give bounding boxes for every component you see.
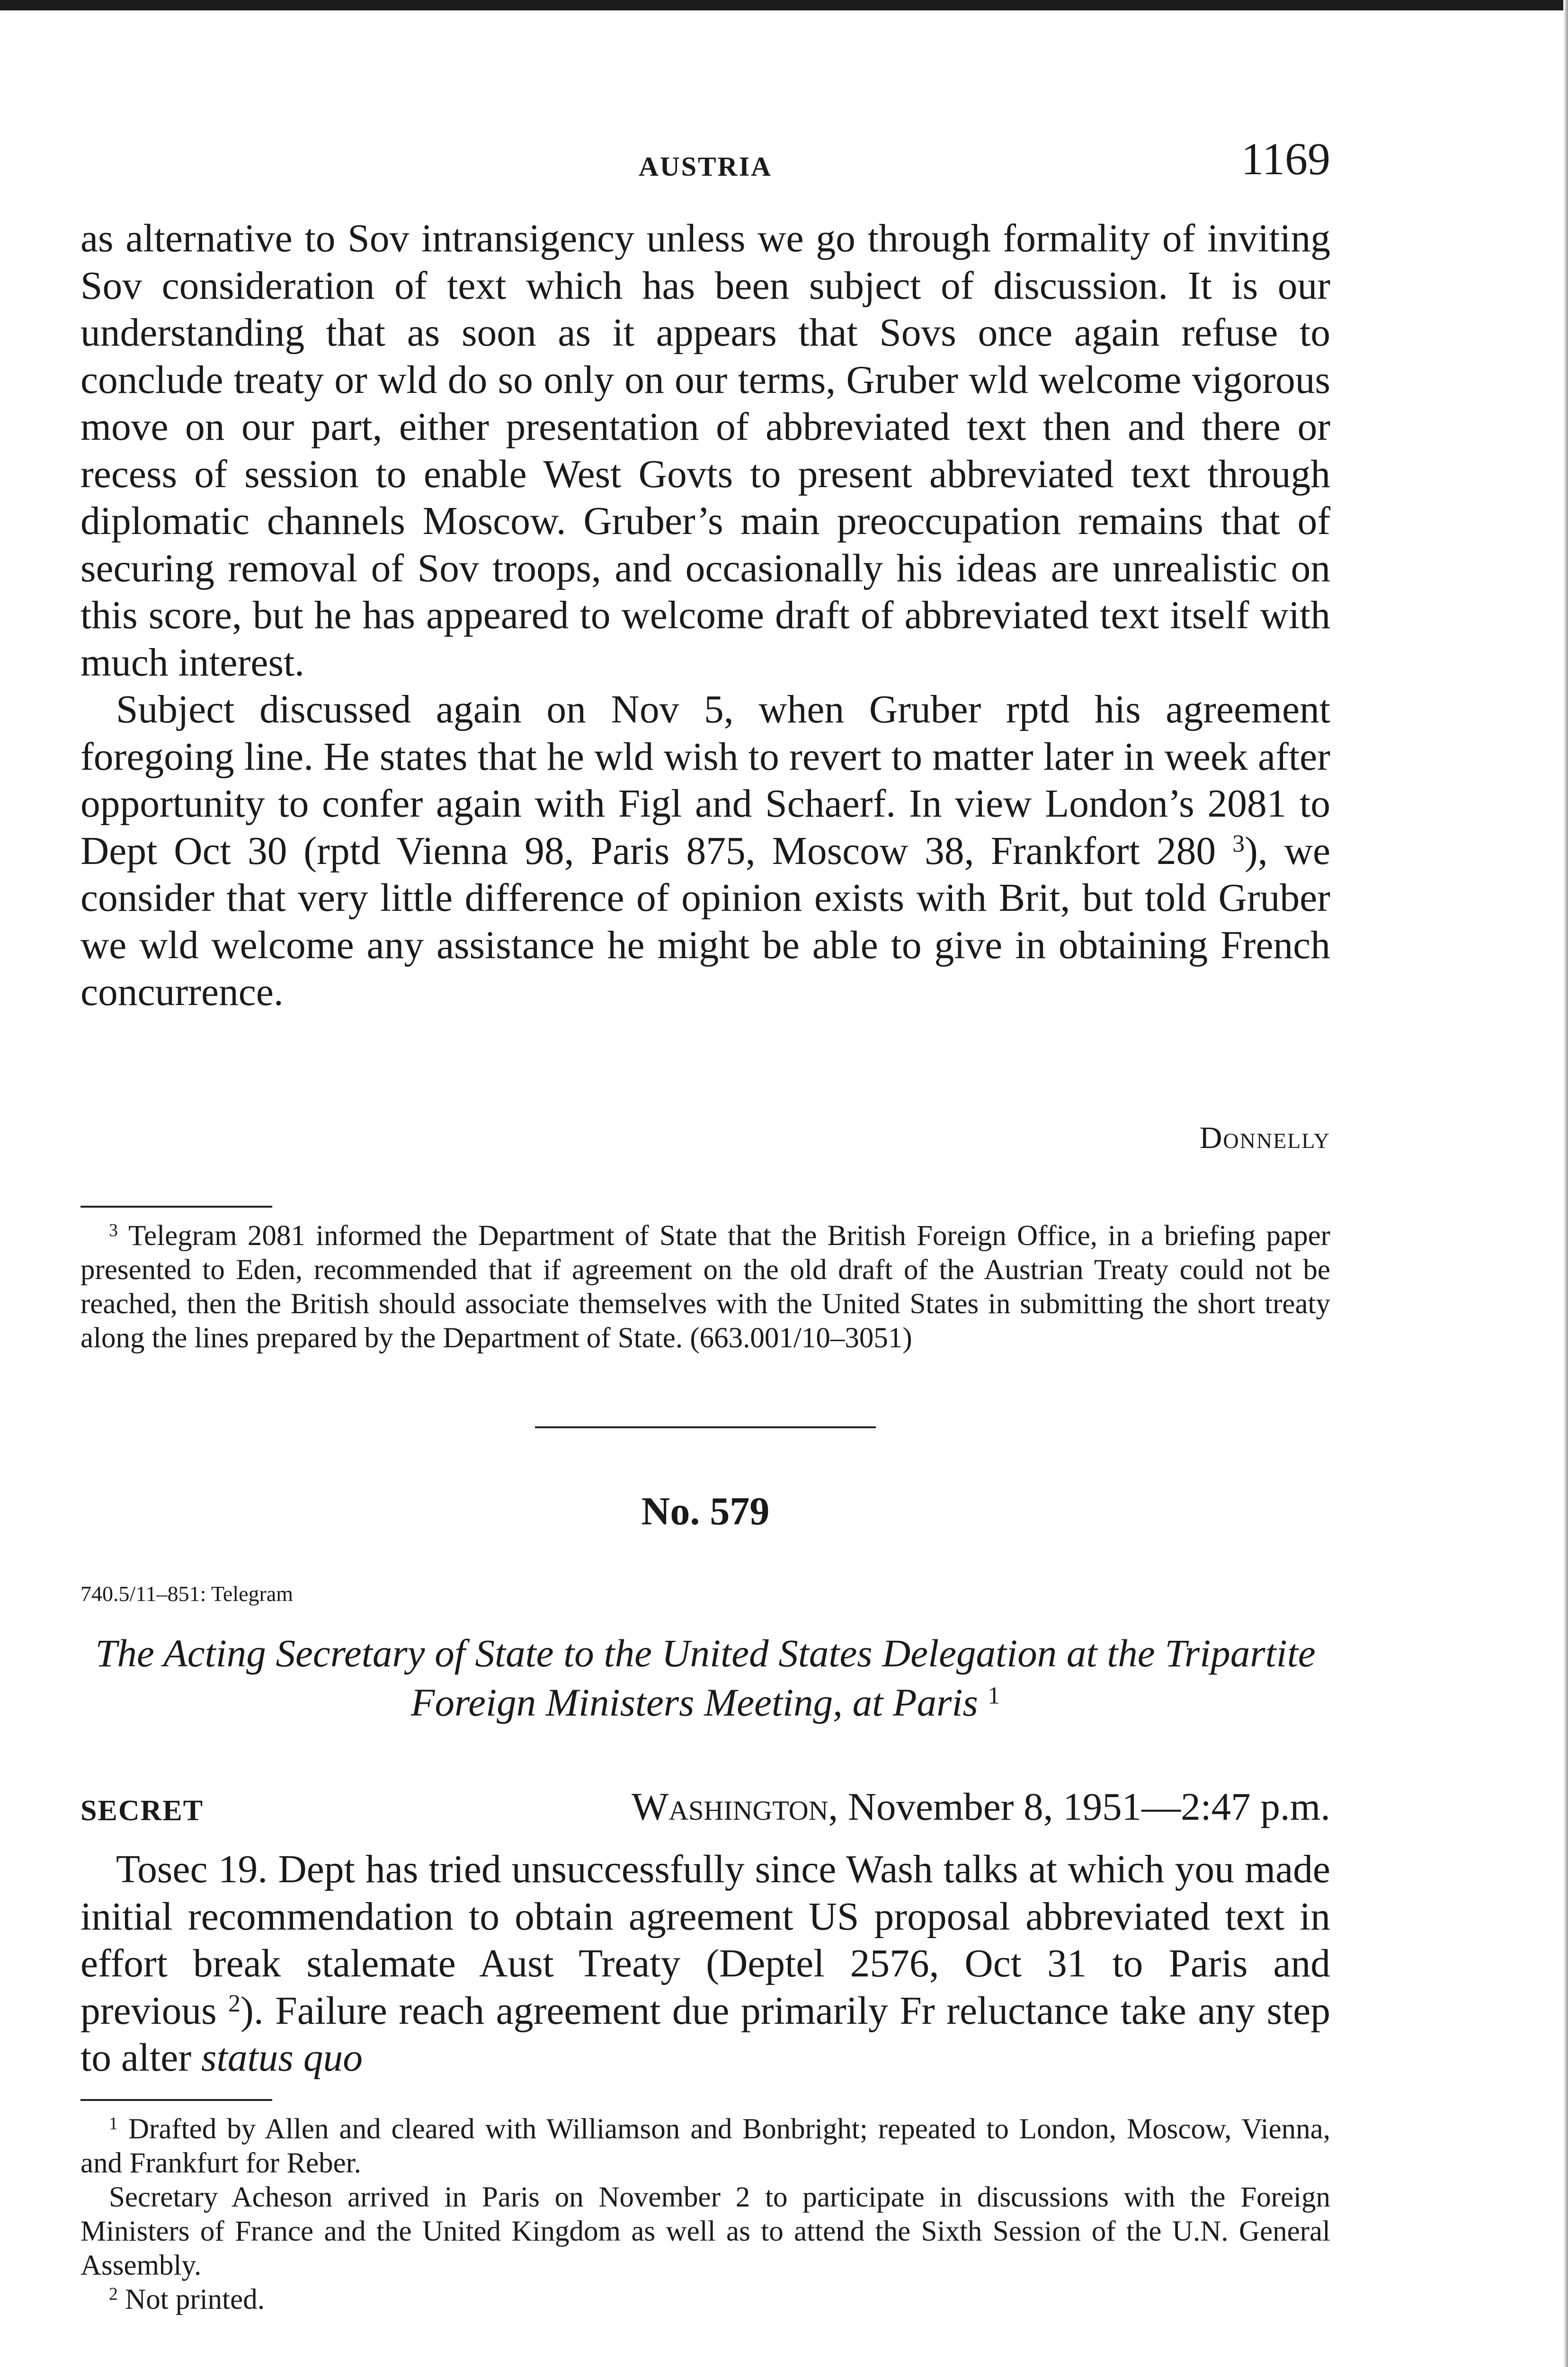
document-number: No. 579 bbox=[641, 1489, 770, 1533]
footnote-text: Not printed. bbox=[125, 2284, 265, 2315]
document-title-text: The Acting Secretary of State to the United States Delegation at the Tripartite Foreign Ministers Meeting, at Paris bbox=[95, 1631, 1316, 1724]
place: Washington, bbox=[631, 1785, 838, 1828]
footnote-ref: 3 bbox=[1232, 830, 1245, 857]
continued-text bbox=[80, 215, 1330, 1016]
footnotes-section-2 bbox=[80, 2112, 1330, 2317]
document-title bbox=[80, 1628, 1330, 1727]
footnote-marker: 2 bbox=[109, 2284, 118, 2305]
page-number: 1169 bbox=[1241, 133, 1330, 184]
footnote-text: Drafted by Allen and cleared with Williamson and Bonbright; repeated to London, Moscow, Vienna, and Frankfurt for Reber. bbox=[80, 2113, 1331, 2179]
date-time: November 8, 1951—2:47 p.m. bbox=[848, 1785, 1330, 1828]
paragraph-text: Subject discussed again on Nov 5, when Gruber rptd his agreement foregoing line. He states that he wld wish to revert to matter later in week after opportunity to confer again with Figl and Schaerf. In view London’s 2081 to Dept Oct 30 (rptd Vienna 98, Paris 875, Moscow 38, Frankfort 280 bbox=[80, 688, 1330, 873]
paragraph-text-continued: ). Failure reach agreement due primarily Fr reluctance take any step to alter bbox=[80, 1989, 1331, 2080]
footnote-marker: 3 bbox=[109, 1220, 118, 1241]
footnote-2 bbox=[80, 2283, 1330, 2317]
footnote-rule bbox=[80, 2099, 272, 2101]
file-reference: 740.5/11–851: Telegram bbox=[80, 1582, 294, 1606]
paragraph-subject-discussed bbox=[80, 686, 1330, 1016]
date-and-place bbox=[632, 1784, 1330, 1829]
footnote-rule bbox=[80, 1206, 272, 1208]
footnote-3 bbox=[80, 1219, 1330, 1355]
footnote-marker: 1 bbox=[109, 2114, 118, 2134]
running-title: AUSTRIA bbox=[638, 151, 773, 182]
scan-top-edge bbox=[0, 0, 1568, 10]
footnote-text: Secretary Acheson arrived in Paris on November 2 to participate in discussions with the Foreign Ministers of France and the United Kingdom as well as to attend the Sixth Session of the U.N. General Assembly. bbox=[80, 2181, 1330, 2281]
dateline bbox=[80, 1784, 1330, 1826]
signature: Donnelly bbox=[1199, 1121, 1330, 1155]
italic-term: status quo bbox=[201, 2036, 363, 2080]
paragraph-text-end: ), we consider that very little difference of opinion exists with Brit, but told Gruber we wld welcome any assistance he might be able to give in obtaining French concurrence. bbox=[80, 829, 1331, 1014]
footnote-ref: 1 bbox=[988, 1682, 1000, 1709]
footnote-1-continued bbox=[80, 2180, 1330, 2283]
running-head bbox=[80, 133, 1330, 189]
footnote-1 bbox=[80, 2112, 1330, 2180]
paragraph-text: Tosec 19. Dept has tried unsuccessfully since Wash talks at which you made initial recommendation to obtain agreement US proposal abbreviated text in effort break stalemate Aust Treaty (Deptel 2576, Oct 31 to Paris and previous bbox=[80, 1848, 1330, 2033]
footnotes-section-1 bbox=[80, 1219, 1330, 1355]
paragraph-tosec-19 bbox=[80, 1846, 1330, 2082]
paragraph-continued: as alternative to Sov intransigency unless we go through formality of inviting Sov consideration of text which has been subject of discussion. It is our understanding that as soon as it appears that Sovs once again refuse to conclude treaty or wld do so only on our terms, Gruber wld welcome vigorous move on our part, either presentation of abbreviated text then and there or recess of session to enable West Govts to present abbreviated text through diplomatic channels Moscow. Gruber’s main preoccupation remains that of securing removal of Sov troops, and occasionally his ideas are unrealistic on this score, but he has appeared to welcome draft of abbreviated text itself with much interest. bbox=[80, 217, 1330, 685]
section-divider bbox=[535, 1426, 876, 1428]
telegram-body bbox=[80, 1846, 1330, 2082]
footnote-text: Telegram 2081 informed the Department of State that the British Foreign Office, in a briefing paper presented to Eden, recommended that if agreement on the old draft of the Austrian Treaty could not be reached, then the British should associate themselves with the United States in submitting the short treaty along the lines prepared by the Department of State. (663.001/10–3051) bbox=[80, 1220, 1330, 1354]
document-heading bbox=[80, 1628, 1330, 1727]
footnote-ref: 2 bbox=[228, 1990, 241, 2017]
classification-marking: SECRET bbox=[80, 1795, 204, 1827]
scan-right-edge bbox=[1563, 0, 1568, 2367]
